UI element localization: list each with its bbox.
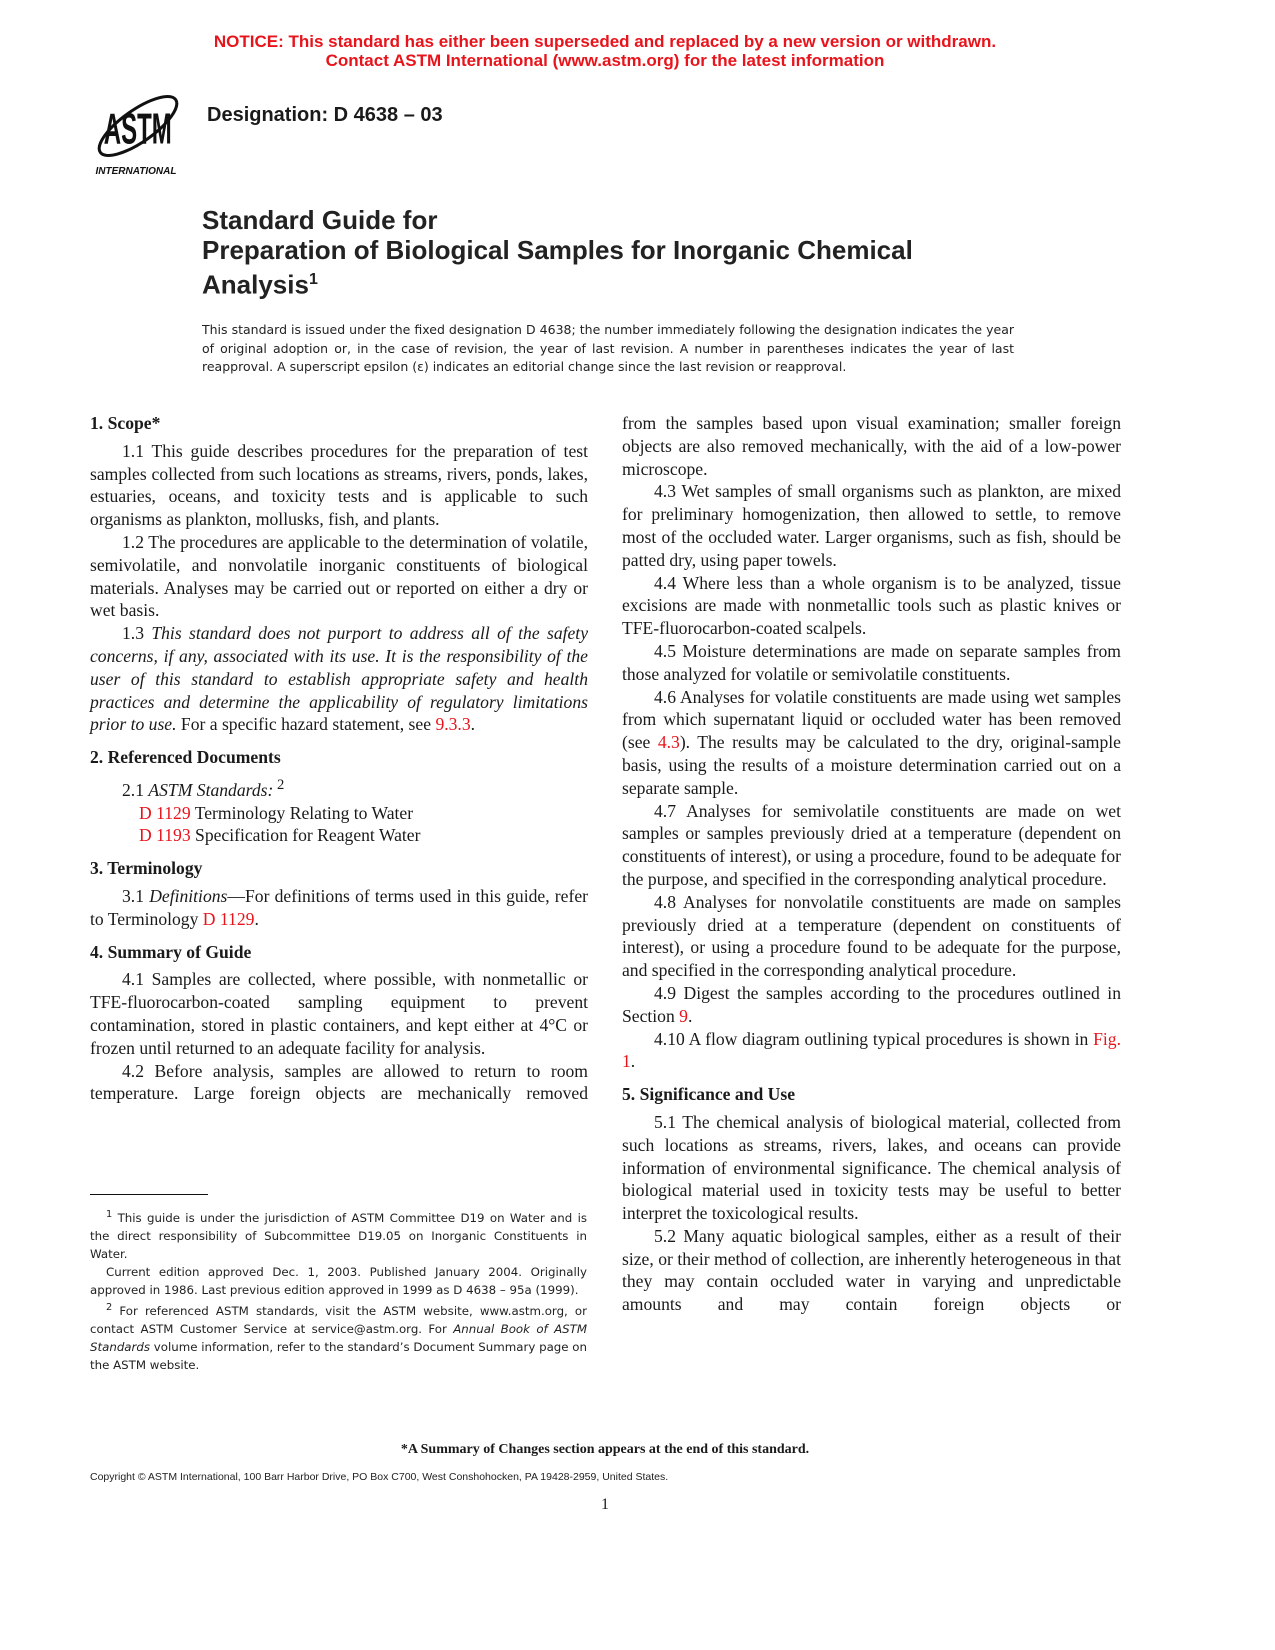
text: Definitions: [149, 886, 228, 906]
text: Terminology Relating to Water: [190, 802, 414, 823]
section-link[interactable]: 4.3: [657, 732, 680, 753]
title-line-3: [202, 265, 913, 300]
text: Specification for Reagent Water: [190, 825, 421, 846]
left-column: [90, 412, 588, 1105]
footnote-marker: 2: [106, 1301, 113, 1313]
title-line-1: Standard Guide for: [202, 205, 438, 235]
paragraph: [90, 774, 588, 802]
paragraph: 4.3 Wet samples of small organisms such as plankton, are mixed for preliminary homogenization, then allowed to settle, to remove most of the occluded water. Larger organisms, such as fish, should be patted dry, using paper towels.: [622, 481, 1121, 570]
figure-link[interactable]: Fig. 1: [622, 1028, 1121, 1072]
paragraph: 5.1 The chemical analysis of biological material, collected from such locations as streams, rivers, lakes, and oceans can provide information of environmental significance. The chemical analysis of biological material used in toxicity tests may be useful to better interpret the toxicological results.: [622, 1111, 1121, 1224]
issuance-statement: This standard is issued under the fixed designation D 4638; the number immediately following the designation indicates the year of original adoption or, in the case of revision, the year of last revision. A number in parentheses indicates the year of last reapproval. A superscript epsilon (ε) indicates an editorial change since the last revision or reapproval.: [202, 322, 1014, 374]
para-num: 2.1: [122, 779, 149, 800]
paragraph: from the samples based upon visual examination; smaller foreign objects are also removed mechanically, with the aid of a low-power microscope.: [622, 413, 1121, 479]
section-link[interactable]: 9: [679, 1005, 688, 1026]
section-heading-referenced-documents: 2. Referenced Documents: [90, 747, 281, 768]
text: 4.6 Analyses for volatile constituents are made using wet samples from which supernatant liquid or occluded water has been removed (see: [622, 686, 1121, 753]
footnote-marker[interactable]: 1: [308, 271, 318, 288]
section-heading-significance: 5. Significance and Use: [622, 1084, 796, 1105]
title-text: Analysis: [202, 269, 309, 300]
page-number: 1: [601, 1496, 609, 1513]
standard-link[interactable]: D 1129: [202, 908, 255, 929]
footnote: [90, 1299, 587, 1374]
supersede-notice: [0, 32, 1210, 70]
astm-logo-icon: [88, 84, 192, 176]
notice-line-2: Contact ASTM International (www.astm.org) for the latest information: [325, 51, 885, 70]
summary-of-changes-note: *A Summary of Changes section appears at the end of this standard.: [400, 1442, 810, 1457]
footnotes: [90, 1206, 587, 1374]
text: .: [470, 714, 476, 735]
paragraph: 4.8 Analyses for nonvolatile constituents are made on samples previously dried at a temperature (dependent on constituents of interest), or using a procedure found to be adequate for the purpose, and specified in the corresponding analytical procedure.: [622, 891, 1121, 981]
text: Annual Book of ASTM Standards: [90, 1321, 588, 1354]
safety-caveat: This standard does not purport to address all of the safety concerns, if any, associated with its use. It is the responsibility of the user of this standard to establish appropriate safety and health practices and determine the applicability of regulatory limitations prior to use.: [90, 623, 589, 735]
footnote-marker: 1: [106, 1209, 113, 1220]
para-num: 3.1: [122, 886, 150, 906]
paragraph: 4.4 Where less than a whole organism is to be analyzed, tissue excisions are made with nonmetallic tools such as plastic knives or TFE-fluorocarbon-coated scalpels.: [622, 572, 1121, 639]
section-heading-terminology: 3. Terminology: [90, 858, 203, 879]
section-link[interactable]: 9.3.3: [435, 714, 471, 735]
text: —For definitions of terms used in this guide, refer to Terminology: [90, 886, 588, 929]
reference-item: [90, 802, 588, 825]
text: ASTM Standards:: [148, 779, 274, 800]
paragraph: 4.7 Analyses for semivolatile constituents are made on wet samples or samples previously dried at a temperature (dependent on constituents of interest), or using a procedure, found to be adequate for the purpose, and specified in the corresponding analytical procedure.: [622, 800, 1121, 889]
svg-text:ASTM: ASTM: [103, 103, 172, 154]
standard-link[interactable]: D 1193: [139, 825, 191, 846]
section-heading-summary: 4. Summary of Guide: [90, 941, 252, 962]
paragraph: [90, 622, 588, 736]
copyright: Copyright © ASTM International, 100 Barr Harbor Drive, PO Box C700, West Conshohocken, PA 19428-2959, United States.: [90, 1471, 669, 1483]
paragraph: 1.2 The procedures are applicable to the determination of volatile, semivolatile, and nonvolatile inorganic constituents of biological materials. Analyses may be carried out or reported on either a dry or wet basis.: [90, 531, 588, 621]
para-num: 1.3: [122, 623, 152, 644]
paragraph: [622, 1028, 1121, 1074]
text: This guide is under the jurisdiction of ASTM Committee D19 on Water and is the direct responsibility of Subcommittee D19.05 on Inorganic Constituents in Water.: [90, 1210, 587, 1261]
document-title: [202, 205, 913, 300]
right-column: [622, 412, 1121, 1316]
footnote-divider: [90, 1194, 208, 1195]
designation: Designation: D 4638 – 03: [207, 104, 443, 126]
standard-link[interactable]: D 1129: [139, 802, 191, 823]
svg-text:INTERNATIONAL: INTERNATIONAL: [95, 166, 177, 176]
text: 4.10 A flow diagram outlining typical procedures is shown in: [654, 1028, 1094, 1049]
footnote: Current edition approved Dec. 1, 2003. Published January 2004. Originally approved in 1986. Last previous edition approved in 1999 as D 4638 – 95a (1999).: [90, 1264, 587, 1297]
text: .: [630, 1051, 636, 1072]
text: ). The results may be calculated to the dry, original-sample basis, using the results of a moisture determination carried out on a separate sample.: [622, 732, 1121, 798]
paragraph: 1.1 This guide describes procedures for the preparation of test samples collected from such locations as streams, rivers, ponds, lakes, estuaries, oceans, and toxicity tests and is applicable to such organisms as plankton, mollusks, fish, and plants.: [90, 440, 588, 530]
paragraph: 4.1 Samples are collected, where possible, with nonmetallic or TFE-fluorocarbon-coated sampling equipment to prevent contamination, stored in plastic containers, and kept either at 4°C or frozen until returned to an adequate facility for analysis.: [90, 969, 588, 1058]
paragraph: [90, 885, 588, 931]
text: For referenced ASTM standards, visit the ASTM website, www.astm.org, or contact ASTM Customer Service at service@astm.org. For: [90, 1303, 587, 1336]
reference-item: [90, 824, 588, 847]
paragraph: 4.2 Before analysis, samples are allowed to return to room temperature. Large foreign objects are mechanically removed: [90, 1060, 588, 1104]
paragraph: 5.2 Many aquatic biological samples, either as a result of their size, or their method of collection, are inherently heterogeneous in that they may contain occluded water in varying and unpredictable amounts and may contain foreign objects or: [622, 1225, 1121, 1315]
text: .: [254, 908, 259, 929]
notice-line-1: NOTICE: This standard has either been superseded and replaced by a new version or withdrawn.: [213, 32, 997, 51]
paragraph: [622, 686, 1121, 800]
paragraph: 4.5 Moisture determinations are made on separate samples from those analyzed for volatile or semivolatile constituents.: [622, 640, 1121, 684]
astm-logo: [88, 84, 192, 176]
section-heading-scope: 1. Scope*: [90, 413, 161, 433]
text: For a specific hazard statement, see: [176, 714, 436, 735]
text: 4.9 Digest the samples according to the procedures outlined in Section: [622, 982, 1121, 1026]
title-line-2: Preparation of Biological Samples for Inorganic Chemical: [202, 235, 913, 265]
text: .: [687, 1005, 693, 1026]
footnote: [90, 1206, 587, 1263]
footnote-marker[interactable]: 2: [273, 776, 285, 793]
text: volume information, refer to the standard’s Document Summary page on the ASTM website.: [90, 1339, 587, 1372]
paragraph: [622, 982, 1121, 1028]
